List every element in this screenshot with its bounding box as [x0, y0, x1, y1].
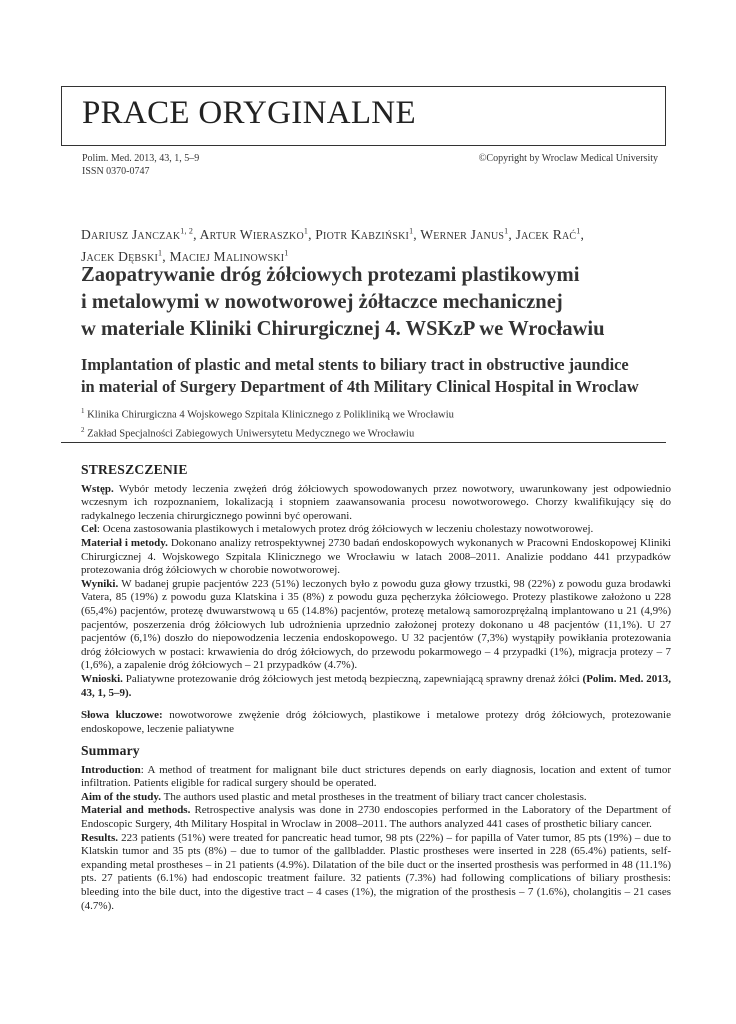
summary-paragraph: Material and methods. Retrospective analysis was done in 2730 endoscopies performed in the Laboratory of the Department of Endoscopic Surgery, 4th Military Hospital in Wroclaw in 2008–2011. The authors analyzed 441 cases of prosthetic biliary cancer. — [81, 804, 671, 830]
article-title-english: Implantation of plastic and metal stents to biliary tract in obstructive jaundice in material of Surgery Department of 4th Military Clinical Hospital in Wroclaw — [81, 355, 639, 396]
summary-paragraph: Introduction: A method of treatment for malignant bile duct strictures depends on early diagnosis, location and extent of tumor infiltration. Patients eligible for radical surgery should be operated. — [81, 763, 671, 790]
author: Werner Janus$^1$, — [420, 226, 516, 242]
author: Artur Wieraszko$^1$, — [199, 226, 316, 242]
abstract-english — [81, 744, 671, 913]
section-header-box — [61, 86, 666, 146]
abstract-paragraph: Wnioski. Paliatywne protezowanie dróg żółciowych jest metodą bezpieczną, zapewniającą sprawny drenaż żółci (Polim. Med. 2013, 43, 1, 5–9). — [81, 672, 672, 699]
abstract-polish — [81, 463, 671, 736]
citation: Polim. Med. 2013, 43, 1, 5–9 — [82, 153, 200, 164]
section-title: PRACE ORYGINALNE — [82, 95, 416, 131]
abstract-heading: STRESZCZENIE — [81, 462, 188, 477]
affiliations — [81, 404, 681, 442]
author: Piotr Kabziński$^1$, — [315, 226, 421, 242]
author: Jacek Dębski$^1$, — [81, 248, 170, 265]
journal-meta — [82, 152, 199, 178]
affiliation: $^2$ Zakład Specjalności Zabiegowych Uniwersytetu Medycznego we Wrocławiu — [81, 426, 415, 440]
author: Dariusz Janczak$^{1, 2}$, — [81, 226, 200, 242]
divider — [61, 442, 666, 443]
abstract-paragraph: Cel: Ocena zastosowania plastikowych i metalowych protez dróg żółciowych w leczeniu cholestazy nowotworowej. — [81, 523, 594, 536]
copyright: ©Copyright by Wroclaw Medical University — [478, 153, 658, 164]
author: Jacek Rać$^1$, — [515, 226, 585, 242]
abstract-paragraph: Materiał i metody. Dokonano analizy retrospektywnej 2730 badań endoskopowych wykonanych w Pracowni Endoskopowej Kliniki Chirurgicznej 4. Wojskowego Szpitala Klinicznego we Wrocławiu w latach 2008–2011. Analizie poddano 441 przypadków protezowania dróg żółciowych w chorobie nowotworowej. — [81, 536, 671, 577]
summary-paragraph: Results. 223 patients (51%) were treated for pancreatic head tumor, 98 pts (22%) – for papilla of Vater tumor, 85 pts (19%) – due to Klatskin tumor and 35 pts (8%) – due to tumor of the gallbladder. Plastic prostheses were inserted in 228 (65.4%) patients, self-expanding metal prostheses – in 21 patients (4.9%). Dilatation of the bile duct or the inserted prosthesis was performed in 48 (11.1%) pts. 27 patients (6.1%) had endoscopic treatment failure. 32 patients (7.3%) had following complications of biliary prosthesis: bleeding into the bile duct, into the digestive tract – 4 cases (1%), the migration of the prosthesis – 7 (1.6%), cholangitis – 21 cases (4.7%). — [81, 831, 672, 912]
author-list — [81, 221, 671, 266]
article-title-polish: Zaopatrywanie dróg żółciowych protezami plastikowymi i metalowymi w nowotworowej żółtaczce mechanicznej w materiale Kliniki Chirurgicznej 4. WSKzP we Wrocławiu — [81, 264, 605, 340]
summary-heading: Summary — [81, 743, 140, 758]
keywords: Słowa kluczowe: nowotworowe zwężenie dróg żółciowych, plastikowe i metalowe protezy dróg żółciowych, protezowanie endoskopowe, leczenie paliatywne — [81, 709, 671, 735]
author: Maciej Malinowski$^1$ — [169, 248, 289, 265]
abstract-paragraph: Wstęp. Wybór metody leczenia zwężeń dróg żółciowych spowodowanych przez nowotwory, uwarunkowany jest odpowiednio wczesnym ich rozpoznaniem, lokalizacją i stopniem zaawansowania procesu nowotworowego. Chorzy kwalifikujący się do radykalnego leczenia chirurgicznego powinni być operowani. — [81, 482, 671, 522]
issn: ISSN 0370-0747 — [82, 166, 150, 177]
summary-paragraph: Aim of the study. The authors used plastic and metal prostheses in the treatment of biliary tract cancer cholestasis. — [81, 790, 587, 803]
affiliation: $^1$ Klinika Chirurgiczna 4 Wojskowego Szpitala Klinicznego z Polikliniką we Wrocławiu — [81, 407, 454, 421]
abstract-paragraph: Wyniki. W badanej grupie pacjentów 223 (51%) leczonych było z powodu guza głowy trzustki, 98 (22%) z powodu guza brodawki Vatera, 85 (19%) z powodu guza Klatskina i 35 (8%) z powodu guza pęcherzyka żółciowego. Protezy plastikowe założono u 228 (65,4%) pacjentów, protezę dwuwarstwową u 65 (14.8%) pacjentów, protezę metalową samorozprężalną implantowano u 21 (4,9%) pacjentów, poszerzenia dróg żółciowych lub udrożnienia uprzednio założonej protezy dokonano u 48 pacjentów (11,1%). U 27 pacjentów (6,1%) doszło do niepowodzenia leczenia endoskopowego. U 32 pacjentów (7,3%) wystąpiły powikłania protezowania dróg żółciowych w postaci: krwawienia do dróg żółciowych, do przewodu pokarmowego – 4 przypadki (1%), migracja protezy – 7 (1,6%), a zapalenie dróg żółciowych – 21 przypadków (4.7%). — [81, 577, 671, 672]
